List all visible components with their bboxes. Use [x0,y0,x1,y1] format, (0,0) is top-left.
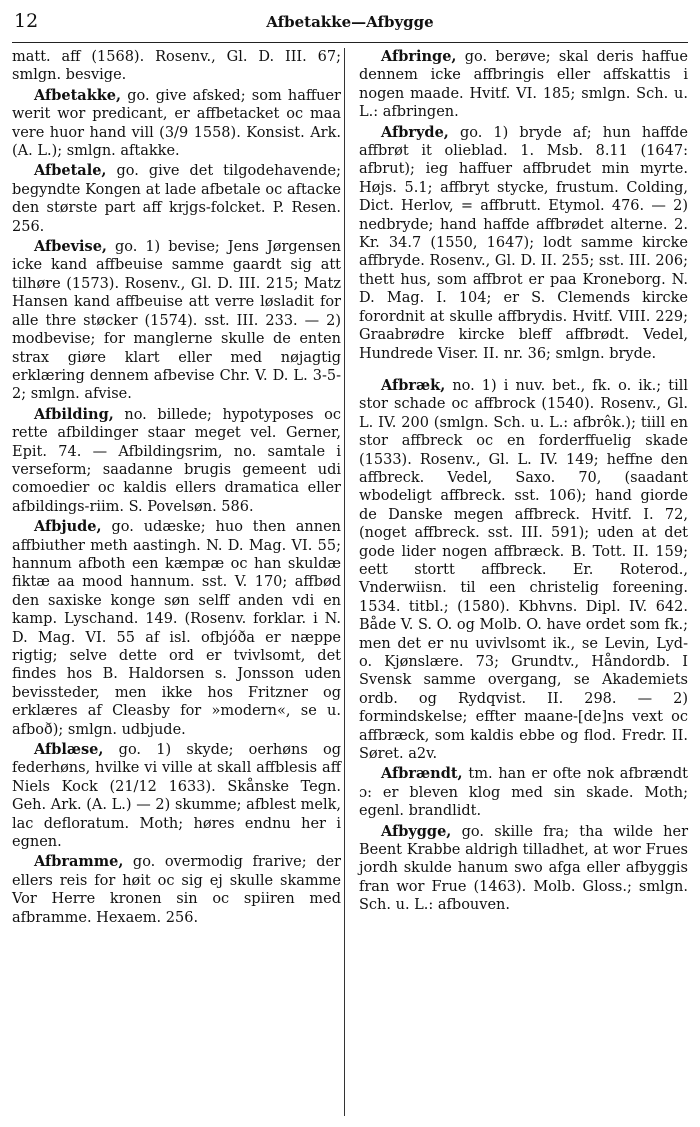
dictionary-entry [359,823,688,915]
entry-headword: Afbryde, [381,123,449,141]
entry-text: go. udæske; huo then annen affbiuther meth aastingh. N. D. Mag. VI. 55; hannum afboth een kæmpæ oc han skuldæ fiktæ aa mood hannum. sst. V. 170; affbød den saxiske konge søn selff anden vdi en kamp. Lyschand. 149. (Rosenv. forklar. i N. D. Mag. VI. 55 af isl. ofbjóða er næppe rigtig; selve dette ord er tvivlsomt, det findes hos B. Haldorsen s. Jonsson uden bevissteder, men ikke hos Fritzner og erklæres af Cleasby for »modern«, se u. afboð); smlgn. udbjude. [12,519,341,738]
entry-text: go. give det tilgodehavende; begyndte Kongen at lade afbetale oc aftacke den største part aff krjgs-folcket. P. Resen. 256. [12,163,341,235]
entry-text: go. give afsked; som haffuer werit wor predicant, er affbetacket oc maa vere huor hand vill (3/9 1558). Konsist. Ark. (A. L.); smlgn. aftakke. [12,87,341,160]
entry-headword: Afbrændt, [381,765,463,783]
entry-text: go. 1) bryde af; hun haffde affbrøt it olieblad. 1. Msb. 8.11 (1647: afbrut); ieg haffuer affbrudet min myrte. Højs. 5.1; affbryt stycke, frustum. Colding, Dict. Herlov, = affbrutt. Etymol. 476. — 2) nedbryde; hand haffde affbrødet alterne. 2. Kr. 34.7 (1550, 1647); lodt samme kircke affbryde. Rosenv., Gl. D. II. 255; sst. III. 206; thett hus, som affbrot er paa Kroneborg. N. D. Mag. I. 104; er S. Clemends kircke forordnit at skulle affbrydis. Hvitf. VIII. 229; Graabrødre kircke bleff affbrødt. Vedel, Hundrede Viser. II. nr. 36; smlgn. bryde. [359,124,688,362]
dictionary-entry [12,162,341,236]
page-header [0,0,700,44]
entry-headword: Afbjude, [34,518,102,536]
dictionary-entry [12,48,341,85]
entry-headword: Afbramme, [34,853,124,871]
entry-text: go. 1) bevise; Jens Jørgensen icke kand affbeuise samme gaardt sig att tilhøre (1573). Rosenv., Gl. D. III. 215; Matz Hansen kand affbeuise att verre løsladit for alle thre støcker (1574). sst. III. 233. — 2) modbevise; for manglerne skulle de enten strax giøre klart eller med nøjagtig erklæring dennem afbevise Chr. V. D. L. 3-5-2; smlgn. afvise. [12,239,341,403]
dictionary-entry [12,741,341,851]
entry-text: go. skille fra; tha wilde her Beent Krabbe aldrigh tilladhet, at wor Frues jordh skulde hanum swo afga eller afbyggis fran wor Frue (1463). Molb. Gloss.; smlgn. Sch. u. L.: afbouven. [359,823,688,914]
left-column [12,48,341,929]
entry-text: go. berøve; skal deris haffue dennem icke affbringis eller affskattis i nogen maade. Hvitf. VI. 185; smlgn. Sch. u. L.: afbringen. [359,49,688,121]
dictionary-entry [12,853,341,927]
entry-headword: Afbringe, [381,48,457,65]
dictionary-entry [12,238,341,404]
dictionary-entry [12,518,341,739]
dictionary-entry [359,377,688,764]
entry-headword: Afbræk, [381,376,446,394]
right-column [359,48,688,917]
dictionary-entry [359,765,688,820]
entry-headword: Afblæse, [34,741,104,759]
entry-headword: Afbygge, [381,822,452,840]
entry-headword: Afbevise, [34,238,107,256]
entry-headword: Afbilding, [34,405,114,423]
entry-headword: Afbetakke, [34,86,122,104]
entry-text: go. 1) skyde; oerhøns og federhøns, hvilke vi ville at skall affblesis aff Niels Kock (21/12 1633). Skånske Tegn. Geh. Ark. (A. L.) — 2) skumme; afblest melk, lac defloratum. Moth; høres endnu her i egnen. [12,742,341,851]
entry-text: go. overmodig frarive; der ellers reis for høit oc sig ej skulle skamme Vor Herre kronen sin oc spiiren med afbramme. Hexaem. 256. [12,854,341,926]
dictionary-entry [359,124,688,363]
entry-text: no. 1) i nuv. bet., fk. o. ik.; till stor schade oc affbrock (1540). Rosenv., Gl. L. IV. 200 (smlgn. Sch. u. L.: afbrôk.); tiill en stor affbreck oc en forderffuelig skade (1533). Rosenv., Gl. L. IV. 149; heffne den affbreck. Vedel, Saxo. 70, (saadant wbodeligt affbreck. sst. 106); hand giorde de Danske megen affbreck. Hvitf. I. 72, (noget affbreck. sst. III. 591); uden at det gode lider nogen affbræck. B. Tott. II. 159; eett stortt affbreck. Er. Roterod., Vnderwiisn. til een christelig foreening. 1534. titbl.; (1580). Kbhvns. Dipl. IV. 642. Både V. S. O. og Molb. O. have ordet som fk.; men det er nu uvivlsomt ik., se Levin, Lyd- o. Kjønslære. 73; Grundtv., Håndordb. I Svensk samme overgang, se Akademiets ordb. og Rydqvist. II. 298. — 2) formindskelse; effter maane-[de]ns vext oc affbræck, som kaldis ebbe og flod. Fredr. II. Søret. a2v. [359,377,688,763]
running-head: Afbetakke—Afbygge [266,13,434,31]
dictionary-entry [12,87,341,161]
page-number: 12 [14,10,39,32]
entry-text: tm. han er ofte nok afbrændt ɔ: er bleven klog med sin skade. Moth; egenl. brandlidt. [359,766,688,820]
entry-text: no. billede; hypotyposes oc rette afbildinger staar meget vel. Gerner, Epit. 74. — Afbildingsrim, no. samtale i verseform; saadanne brugis gemeent udi comoedier oc kaldis ellers dramatica eller afbildings-riim. S. Povelsøn. 586. [12,406,341,515]
header-rule [12,42,688,43]
entry-text: matt. aff (1568). Rosenv., Gl. D. III. 67; smlgn. besvige. [12,49,341,84]
column-divider [344,48,345,1116]
dictionary-entry [359,48,688,122]
dictionary-entry [12,406,341,516]
entry-headword: Afbetale, [34,162,107,180]
